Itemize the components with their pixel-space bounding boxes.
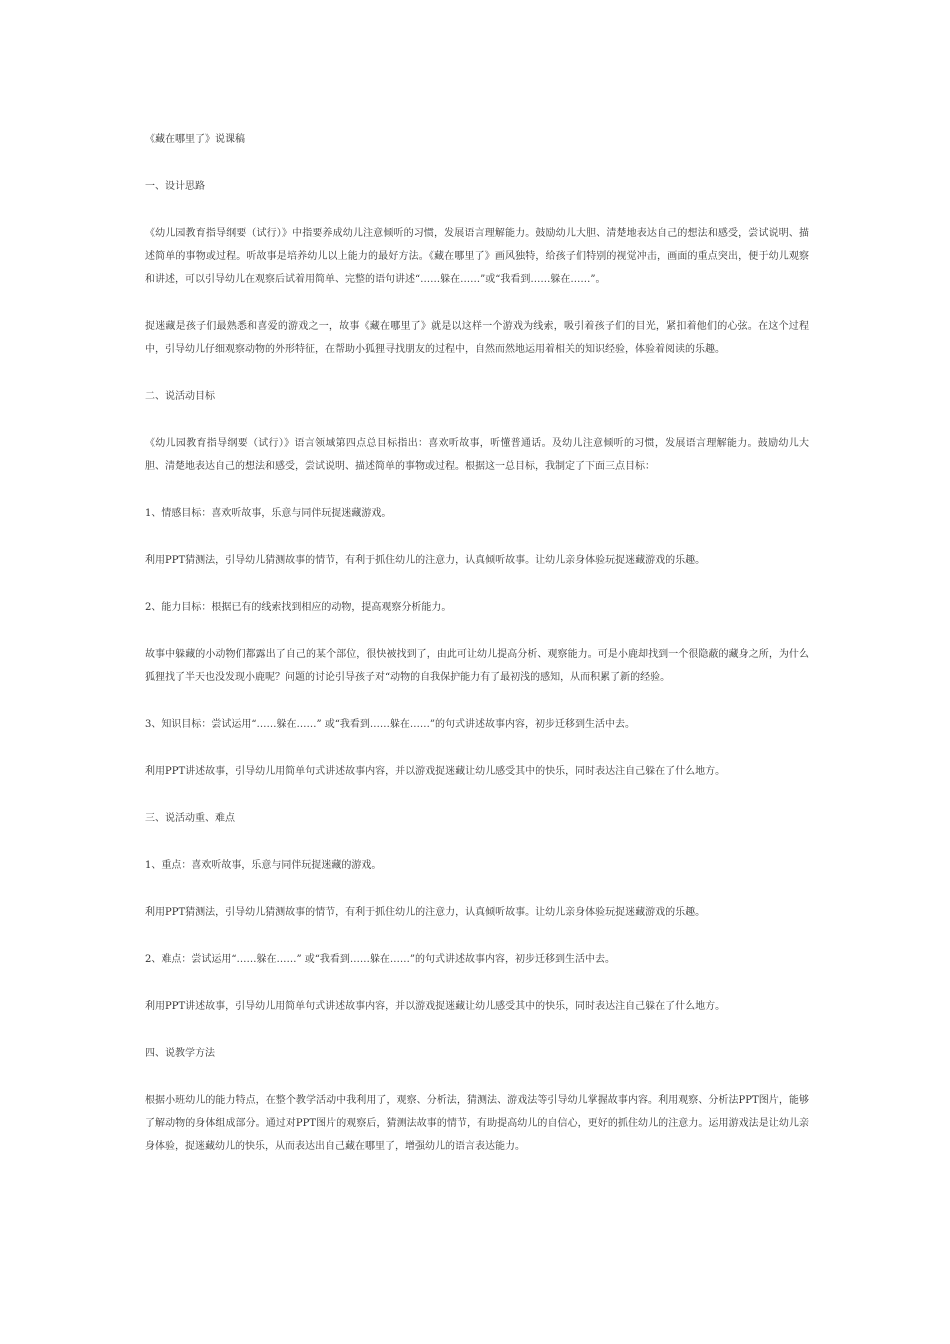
section-heading: 一、设计思路	[145, 181, 205, 192]
paragraph: 故事中躲藏的小动物们都露出了自己的某个部位，很快被找到了，由此可让幼儿提高分析、观察能力。可是小鹿却找到一个很隐蔽的藏身之所，为什么狐狸找了半天也没发现小鹿呢？问题的讨论引导孩子对“动物的自我保护能力有了最初浅的感知，从而积累了新的经验。	[145, 649, 809, 683]
paragraph: 1、重点：喜欢听故事，乐意与同伴玩捉迷藏的游戏。	[145, 860, 382, 871]
paragraph: 2、能力目标：根据已有的线索找到相应的动物，提高观察分析能力。	[145, 602, 452, 613]
paragraph: 利用PPT讲述故事，引导幼儿用简单句式讲述故事内容，并以游戏捉迷藏让幼儿感受其中的快乐，同时表达注自己躲在了什么地方。	[145, 1001, 726, 1012]
paragraph: 3、知识目标：尝试运用“……躲在……” 或“我看到……躲在……”的句式讲述故事内容，初步迁移到生活中去。	[145, 719, 635, 730]
paragraph: 捉迷藏是孩子们最熟悉和喜爱的游戏之一，故事《藏在哪里了》就是以这样一个游戏为线索，吸引着孩子们的目光，紧扣着他们的心弦。在这个过程中，引导幼儿仔细观察动物的外形特征，在帮助小狐狸寻找朋友的过程中，自然而然地运用着相关的知识经验，体验着阅读的乐趣。	[145, 321, 809, 355]
document-page	[145, 128, 809, 1182]
section-heading: 二、说活动目标	[145, 391, 215, 402]
document-title: 《藏在哪里了》说课稿	[145, 134, 245, 145]
section-heading: 四、说教学方法	[145, 1048, 215, 1059]
paragraph: 利用PPT猜测法，引导幼儿猜测故事的情节，有利于抓住幼儿的注意力，认真倾听故事。让幼儿亲身体验玩捉迷藏游戏的乐趣。	[145, 907, 706, 918]
paragraph: 根据小班幼儿的能力特点，在整个教学活动中我利用了，观察、分析法，猜测法、游戏法等引导幼儿掌握故事内容。利用观察、分析法PPT图片，能够了解动物的身体组成部分。通过对PPT图片的观察后，猜测法故事的情节，有助提高幼儿的自信心，更好的抓住幼儿的注意力。运用游戏法是让幼儿亲身体验，捉迷藏幼儿的快乐，从而表达出自己藏在哪里了，增强幼儿的语言表达能力。	[145, 1095, 809, 1152]
paragraph: 利用PPT猜测法，引导幼儿猜测故事的情节，有利于抓住幼儿的注意力，认真倾听故事。让幼儿亲身体验玩捉迷藏游戏的乐趣。	[145, 555, 706, 566]
paragraph: 《幼儿园教育指导纲要（试行）》语言领域第四点总目标指出：喜欢听故事，听懂普通话。及幼儿注意倾听的习惯，发展语言理解能力。鼓励幼儿大胆、清楚地表达自己的想法和感受，尝试说明、描述简单的事物或过程。根据这一总目标，我制定了下面三点目标：	[145, 438, 809, 472]
paragraph: 2、难点：尝试运用“……躲在……” 或“我看到……躲在……”的句式讲述故事内容，初步迁移到生活中去。	[145, 954, 615, 965]
section-heading: 三、说活动重、难点	[145, 813, 235, 824]
paragraph: 利用PPT讲述故事，引导幼儿用简单句式讲述故事内容，并以游戏捉迷藏让幼儿感受其中的快乐，同时表达注自己躲在了什么地方。	[145, 766, 726, 777]
paragraph: 1、情感目标：喜欢听故事，乐意与同伴玩捉迷藏游戏。	[145, 508, 392, 519]
paragraph: 《幼儿园教育指导纲要（试行）》中指要养成幼儿注意倾听的习惯，发展语言理解能力。鼓励幼儿大胆、清楚地表达自己的想法和感受，尝试说明、描述简单的事物或过程。听故事是培养幼儿以上能力的最好方法。《藏在哪里了》画风独特，给孩子们特别的视觉冲击，画面的重点突出，便于幼儿观察和讲述，可以引导幼儿在观察后试着用简单、完整的语句讲述“……躲在……”或“我看到……躲在……”。	[145, 228, 809, 285]
